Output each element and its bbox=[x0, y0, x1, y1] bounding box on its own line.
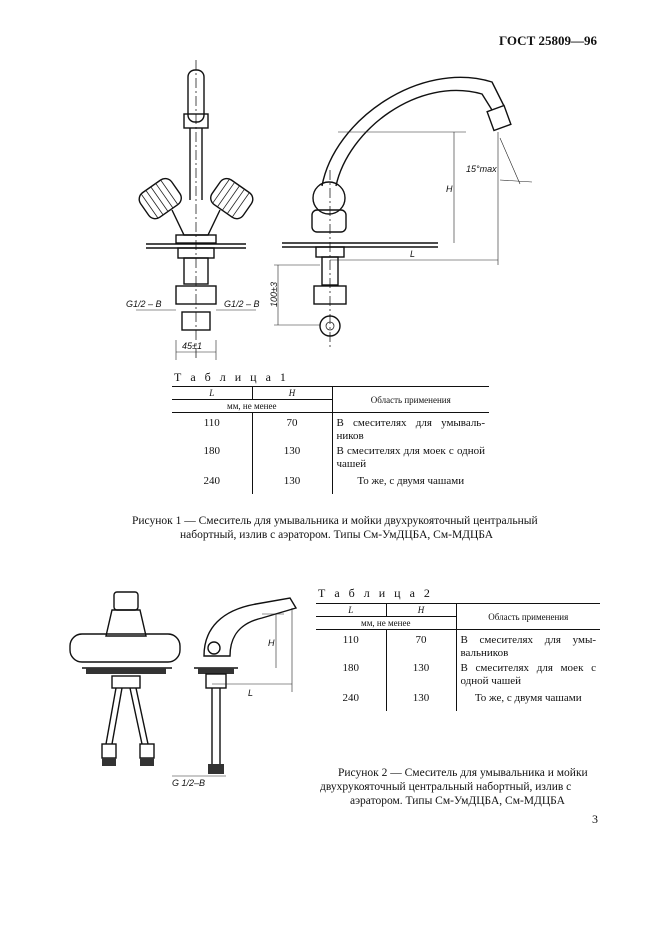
figure1-drawing bbox=[120, 60, 540, 370]
figure2-drawing bbox=[62, 584, 302, 794]
fig1-height-left-label: 100±3 bbox=[269, 282, 279, 307]
table1 bbox=[172, 386, 489, 494]
table2-unit: мм, не менее bbox=[316, 617, 456, 630]
fig2-thread-label: G 1/2–B bbox=[172, 778, 206, 788]
table2-caption: Т а б л и ц а 2 bbox=[318, 586, 433, 600]
table1-caption: Т а б л и ц а 1 bbox=[174, 370, 289, 384]
table2-row: 180 130 В смесителях для моек с одной чашей bbox=[316, 661, 600, 691]
standard-header: ГОСТ 25809—96 bbox=[498, 33, 597, 48]
figure2-caption-line3: аэратором. Типы См-УмДЦБА, См-МДЦБА bbox=[350, 795, 565, 807]
table1-header-H: H bbox=[252, 387, 332, 400]
figure1-caption-line2: набортный, излив с аэратором. Типы См-УмДЦБА, См-МДЦБА bbox=[180, 529, 494, 541]
table2-header-L: L bbox=[316, 604, 386, 617]
table1-row: 110 70 В смесителях для умываль-ников bbox=[172, 413, 489, 445]
figure1-side-view bbox=[274, 77, 532, 350]
table2-row: 240 130 То же, с двумя чашами bbox=[316, 691, 600, 711]
fig2-L-label: L bbox=[248, 688, 254, 698]
table2-header-area: Область применения bbox=[488, 611, 569, 622]
table2 bbox=[316, 603, 600, 711]
figure2-front-view bbox=[70, 592, 180, 766]
table2-header-H: H bbox=[386, 604, 456, 617]
fig1-angle-label: 15°max bbox=[466, 164, 497, 174]
figure2-caption-line2: двухрукояточный центральный набортный, излив с bbox=[320, 781, 572, 793]
table1-row: 240 130 То же, с двумя чашами bbox=[172, 474, 489, 494]
figure1-front-view bbox=[136, 60, 256, 360]
fig1-H-label: H bbox=[446, 184, 453, 194]
figure1-caption-line1: Рисунок 1 — Смеситель для умывальника и мойки двухрукояточный центральный bbox=[132, 515, 538, 527]
fig1-L-label: L bbox=[410, 249, 416, 259]
table1-row: 180 130 В смесителях для моек с одной чашей bbox=[172, 444, 489, 474]
table1-unit: мм, не менее bbox=[172, 400, 332, 413]
fig2-H-label: H bbox=[268, 638, 275, 648]
table2-row: 110 70 В смесителях для умы-вальников bbox=[316, 630, 600, 662]
table1-header-area: Область применения bbox=[370, 394, 451, 405]
fig1-thread-left-label: G1/2 – B bbox=[126, 299, 162, 309]
figure2-side-view bbox=[172, 598, 296, 776]
fig1-thread-right-label: G1/2 – B bbox=[224, 299, 260, 309]
table1-header-L: L bbox=[172, 387, 252, 400]
fig1-width-label: 45±1 bbox=[182, 341, 202, 351]
figure2-caption-line1: Рисунок 2 — Смеситель для умывальника и мойки bbox=[338, 767, 588, 779]
page-number: 3 bbox=[592, 812, 598, 826]
